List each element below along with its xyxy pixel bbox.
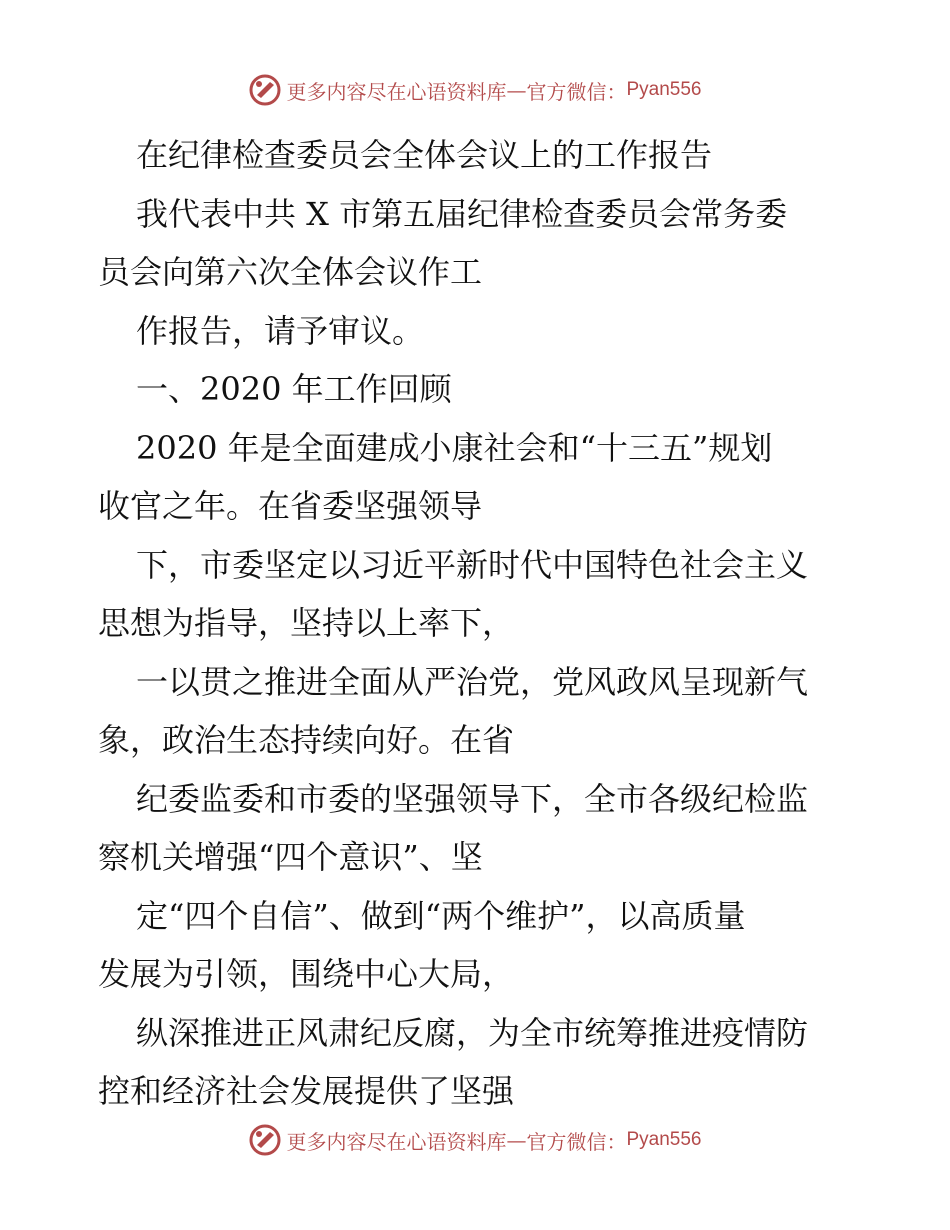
paragraph (98, 419, 858, 536)
text-line: 一以贯之推进全面从严治党，党风政风呈现新气 (136, 662, 809, 701)
watermark-wechat-id: Pyan556 (626, 1129, 702, 1150)
text-line: 纪委监委和市委的坚强领导下，全市各级纪检监 (136, 779, 809, 818)
watermark-wechat-id: Pyan556 (626, 79, 702, 100)
text-line: 2020 年是全面建成小康社会和“十三五”规划 (136, 428, 773, 467)
text-line: 发展为引领，围绕中心大局， (98, 955, 515, 993)
watermark-site-text: 更多内容尽在心语资料库 (286, 79, 507, 104)
text-line: 象，政治生态持续向好。在省 (98, 721, 515, 759)
report-title (98, 126, 858, 185)
text-line: 一、2020 年工作回顾 (136, 370, 452, 408)
text-line: 作报告，请予审议。 (136, 311, 425, 350)
text-line: 在纪律检查委员会全体会议上的工作报告 (136, 136, 713, 174)
header-watermark (0, 70, 950, 110)
paragraph (98, 302, 858, 361)
watermark-separator: — (506, 1128, 527, 1152)
text-line: 纵深推进正风肃纪反腐，为全市统筹推进疫情防 (136, 1013, 809, 1052)
text-line: 我代表中共 X 市第五届纪律检查委员会常务委 (136, 194, 788, 233)
document-body (98, 126, 858, 1121)
section-heading (98, 360, 858, 419)
watermark-site-text: 更多内容尽在心语资料库 (286, 1129, 507, 1154)
paragraph (98, 653, 858, 770)
text-line: 收官之年。在省委坚强领导 (98, 487, 483, 525)
writing-hand-logo-icon (248, 73, 282, 107)
writing-hand-logo-icon (248, 1123, 282, 1157)
text-line: 定“四个自信”、做到“两个维护”，以高质量 (136, 896, 746, 935)
text-line: 员会向第六次全体会议作工 (98, 253, 483, 291)
watermark-separator: — (506, 78, 527, 102)
text-line: 下，市委坚定以习近平新时代中国特色社会主义 (136, 545, 809, 584)
text-line: 控和经济社会发展提供了坚强 (98, 1072, 515, 1110)
paragraph (98, 770, 858, 887)
footer-watermark (0, 1120, 950, 1160)
paragraph (98, 1004, 858, 1121)
watermark-wechat-label: 官方微信： (526, 1129, 627, 1154)
watermark-wechat-label: 官方微信： (526, 79, 627, 104)
text-line: 思想为指导，坚持以上率下， (98, 604, 515, 642)
paragraph (98, 185, 858, 302)
paragraph (98, 887, 858, 1004)
text-line: 察机关增强“四个意识”、坚 (98, 838, 483, 876)
paragraph (98, 536, 858, 653)
